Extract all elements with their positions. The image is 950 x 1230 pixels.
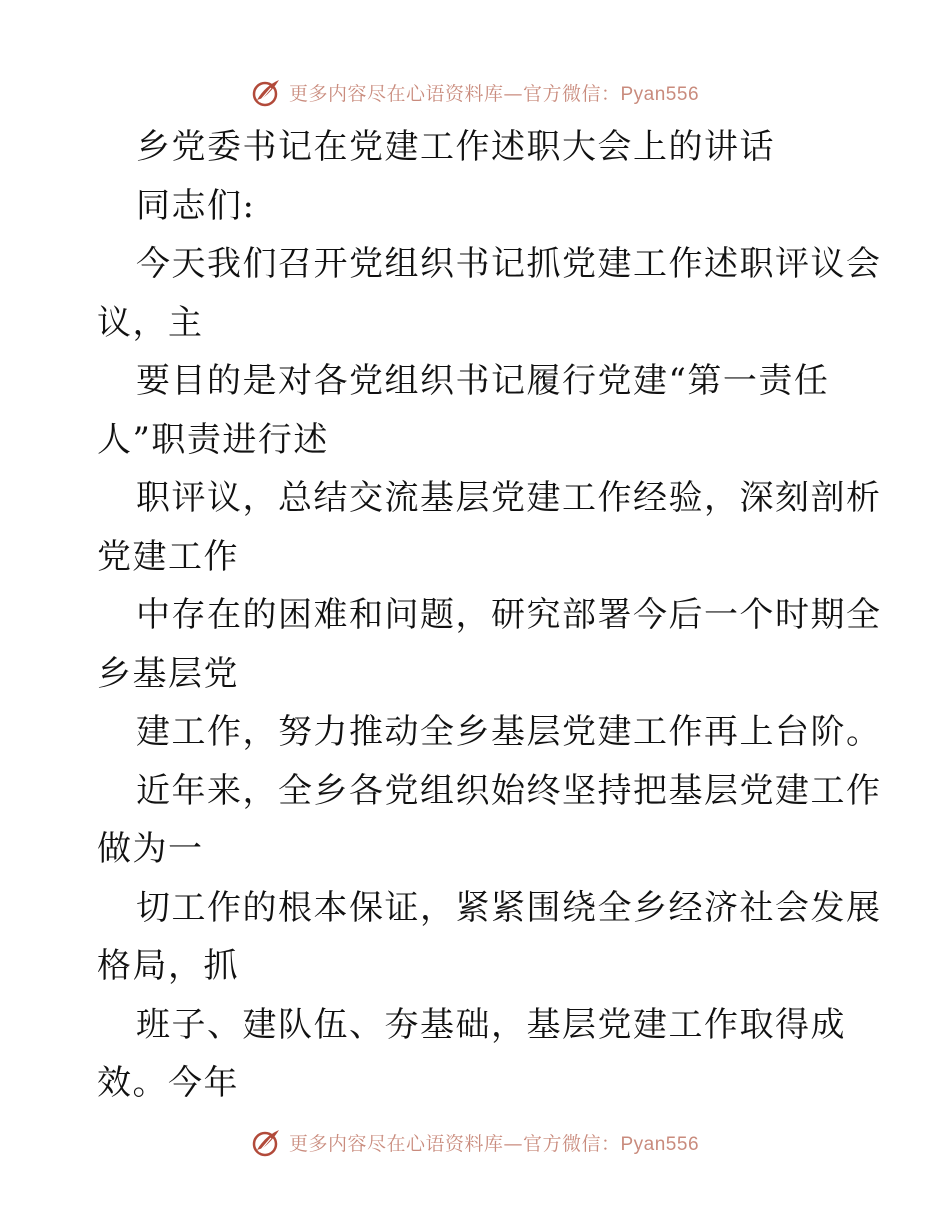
paragraph-line: 中存在的困难和问题，研究部署今后一个时期全 bbox=[136, 595, 882, 635]
paragraph-line: 建工作，努力推动全乡基层党建工作再上台阶。 bbox=[136, 712, 882, 752]
paragraph-line: 做为一 bbox=[97, 829, 204, 869]
paragraph-line: 人”职责进行述 bbox=[97, 419, 329, 460]
paragraph-line: 要目的是对各党组织书记履行党建“第一责任 bbox=[136, 361, 830, 401]
paragraph-line: 议，主 bbox=[97, 302, 204, 343]
paragraph-line: 党建工作 bbox=[97, 536, 239, 577]
watermark-text: 更多内容尽在心语资料库—官方微信：Pyan556 bbox=[288, 1132, 700, 1155]
document-title: 乡党委书记在党建工作述职大会上的讲话 bbox=[136, 127, 775, 167]
watermark-text: 更多内容尽在心语资料库—官方微信：Pyan556 bbox=[288, 82, 700, 105]
paragraph-line: 班子、建队伍、夯基础，基层党建工作取得成 bbox=[136, 1004, 846, 1045]
paragraph-line: 职评议，总结交流基层党建工作经验，深刻剖析 bbox=[136, 478, 882, 518]
paragraph-line: 今天我们召开党组织书记抓党建工作述职评议会 bbox=[136, 244, 882, 284]
paragraph-line: 近年来，全乡各党组织始终坚持把基层党建工作 bbox=[136, 770, 882, 811]
header-watermark bbox=[0, 72, 950, 112]
document-body bbox=[97, 118, 882, 1113]
paragraph-line: 切工作的根本保证，紧紧围绕全乡经济社会发展 bbox=[136, 887, 882, 928]
feather-logo-icon bbox=[251, 1126, 283, 1158]
paragraph-line: 同志们: bbox=[136, 185, 256, 226]
paragraph-line: 格局，抓 bbox=[97, 946, 239, 986]
paragraph-line: 效。今年 bbox=[97, 1063, 239, 1103]
footer-watermark bbox=[0, 1122, 950, 1162]
paragraph-line: 乡基层党 bbox=[97, 653, 239, 694]
feather-logo-icon bbox=[251, 76, 283, 108]
